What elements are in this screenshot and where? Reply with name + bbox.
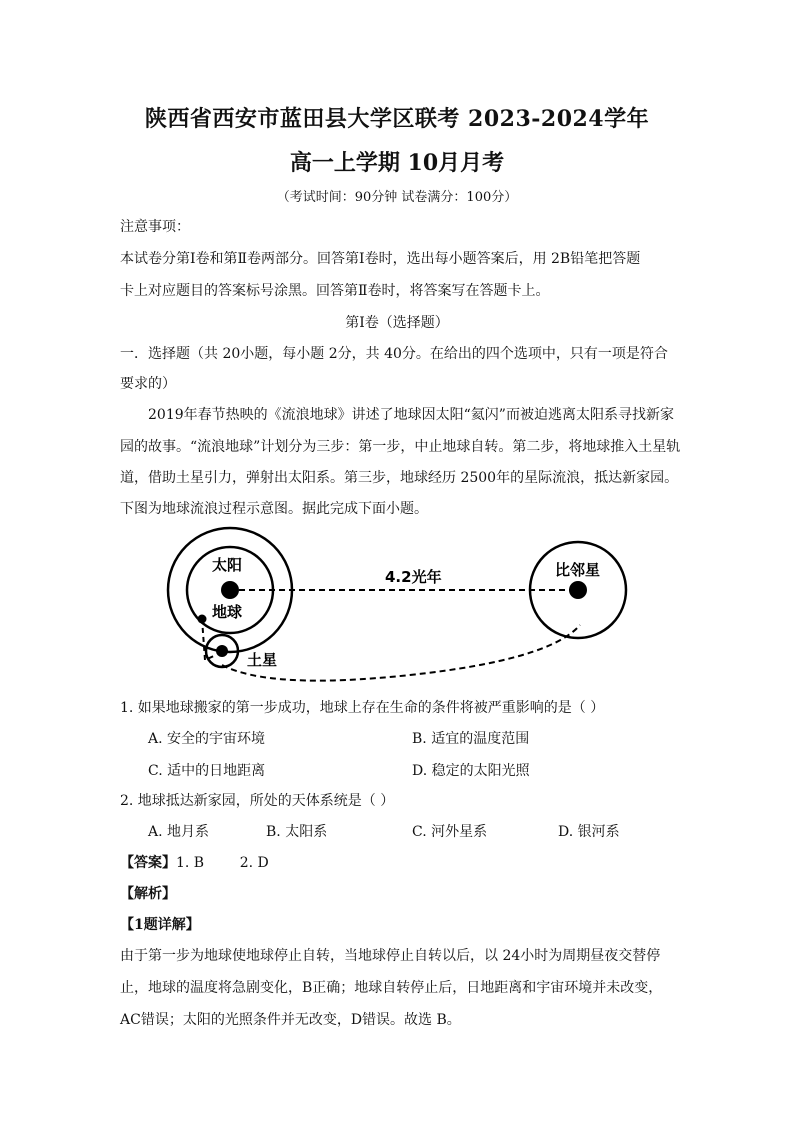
question-2-option-a: A. 地月系: [148, 824, 210, 840]
earth-migration-diagram: [150, 525, 630, 695]
exam-title-line1: 陕西省西安市蓝田县大学区联考 2023-2024学年: [144, 106, 650, 132]
passage-line-2: 园的故事。“流浪地球”计划分为三步：第一步，中止地球自转。第二步，将地球推入土星轨: [120, 439, 681, 455]
analysis-label: 【解析】: [120, 886, 176, 902]
question-1-option-b: B. 适宜的温度范围: [412, 731, 530, 747]
question-1-option-d: D. 稳定的太阳光照: [412, 763, 530, 779]
question-1-option-c: C. 适中的日地距离: [148, 763, 266, 779]
section-title: 第Ⅰ卷（选择题）: [345, 315, 449, 331]
analysis-line-3: AC错误；太阳的光照条件并无改变，D错误。故选 B。: [120, 1012, 461, 1028]
distance-label: 4.2光年: [385, 568, 442, 586]
answer-row: [120, 852, 269, 872]
proxima-label: 比邻星: [555, 561, 601, 579]
saturn-dot: [216, 645, 228, 657]
passage-line-3: 道，借助土星引力，弹射出太阳系。第三步，地球经历 2500年的星际流浪，抵达新家园。: [120, 470, 679, 486]
exam-title-line2: 高一上学期 10月月考: [289, 150, 505, 176]
notice-heading: 注意事项：: [120, 219, 190, 235]
analysis-line-1: 由于第一步为地球使地球停止自转，当地球停止自转以后，以 24小时为周期昼夜交替停: [120, 948, 661, 964]
question-2-option-d: D. 银河系: [558, 824, 620, 840]
exam-time-info: （考试时间：90分钟 试卷满分：100分）: [276, 190, 518, 205]
answer-label: 【答案】: [120, 855, 176, 871]
analysis-line-2: 止，地球的温度将急剧变化，B正确；地球自转停止后，日地距离和宇宙环境并未改变，: [120, 980, 663, 996]
notice-line-2: 卡上对应题目的答案标号涂黑。回答第Ⅱ卷时，将答案写在答题卡上。: [120, 283, 550, 299]
section-intro-line-2: 要求的）: [120, 376, 176, 392]
passage-line-1: 2019年春节热映的《流浪地球》讲述了地球因太阳“氦闪”而被迫逃离太阳系寻找新家: [148, 407, 674, 423]
question-1-option-a: A. 安全的宇宙环境: [148, 731, 266, 747]
sun-dot: [221, 581, 239, 599]
section-intro-line-1: 一．选择题（共 20小题，每小题 2分，共 40分。在给出的四个选项中，只有一项是符合: [120, 346, 668, 362]
saturn-label: 土星: [247, 651, 278, 669]
notice-line-1: 本试卷分第Ⅰ卷和第Ⅱ卷两部分。回答第Ⅰ卷时，选出每小题答案后，用 2B铅笔把答题: [120, 251, 641, 267]
question-2-option-c: C. 河外星系: [412, 824, 488, 840]
sun-label: 太阳: [212, 556, 243, 574]
question-2-option-b: B. 太阳系: [266, 824, 328, 840]
earth-label: 地球: [212, 603, 243, 621]
answer-text: 1. B 2. D: [176, 855, 269, 871]
analysis-detail-label: 【1题详解】: [120, 917, 200, 933]
question-1-stem: 1. 如果地球搬家的第一步成功，地球上存在生命的条件将被严重影响的是（ ）: [120, 700, 605, 716]
passage-line-4: 下图为地球流浪过程示意图。据此完成下面小题。: [120, 501, 428, 517]
question-2-stem: 2. 地球抵达新家园，所处的天体系统是（ ）: [120, 793, 395, 809]
proxima-dot: [569, 581, 587, 599]
